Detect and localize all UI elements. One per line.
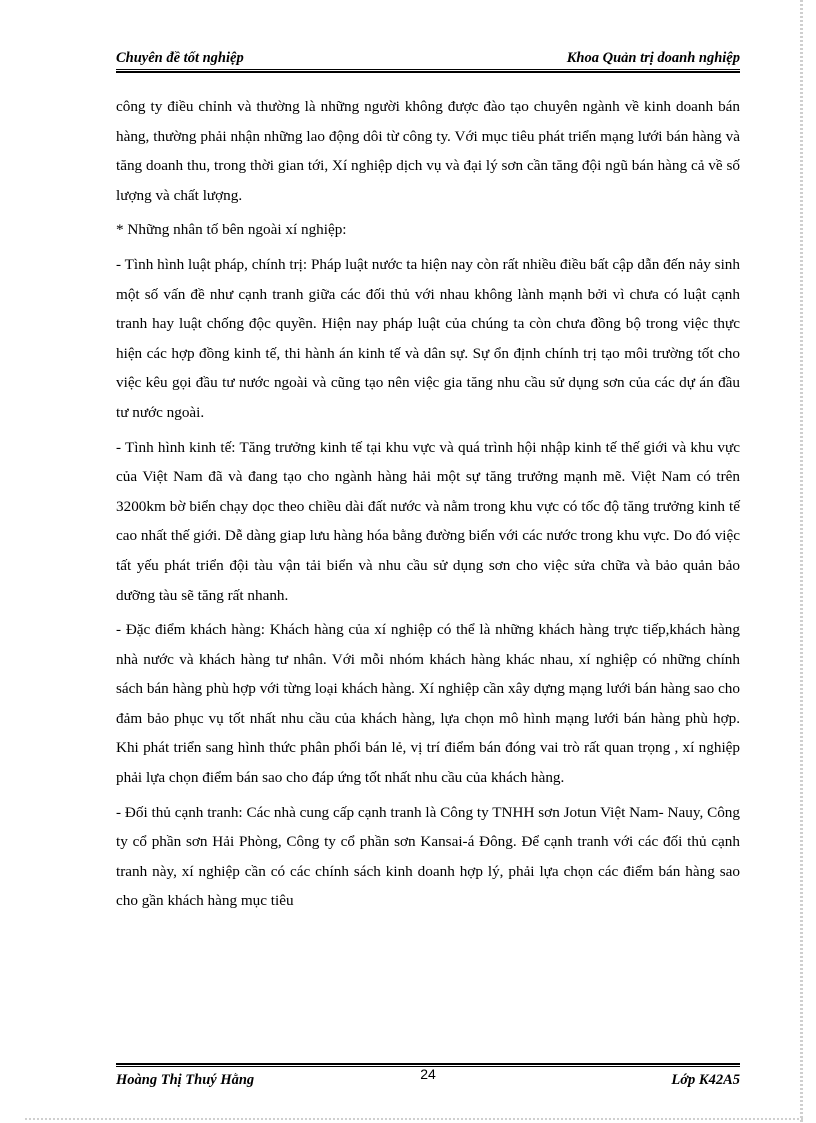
page-number: 24 <box>420 1066 436 1082</box>
footer-class: Lớp K42A5 <box>671 1072 740 1088</box>
header-title-right: Khoa Quản trị doanh nghiệp <box>566 50 740 66</box>
paragraph-customer-characteristics: - Đặc điểm khách hàng: Khách hàng của xí nghiệp có thể là những khách hàng trực tiếp,khách hàng nhà nước và khách hàng tư nhân. Với mỗi nhóm khách hàng khác nhau, xí nghiệp có những chính sách bán hàng phù hợp với từng loại khách hàng. Xí nghiệp cần xây dựng mạng lưới bán hàng sao cho đảm bảo phục vụ tốt nhất nhu cầu của khách hàng, lựa chọn mô hình mạng lưới bán hàng phù hợp. Khi phát triển sang hình thức phân phối bán lẻ, vị trí điểm bán đóng vai trò rất quan trọng , xí nghiệp phải lựa chọn điểm bán sao cho đáp ứng tốt nhất nhu cầu của khách hàng. <box>116 621 740 787</box>
paragraph-competitors: - Đối thủ cạnh tranh: Các nhà cung cấp cạnh tranh là Công ty TNHH sơn Jotun Việt Nam- Nauy, Công ty cổ phần sơn Hải Phòng, Công ty cổ phần sơn Kansai-á Đông. Để cạnh tranh với các đối thủ cạnh tranh này, xí nghiệp cần có các chính sách kinh doanh hợp lý, phải lựa chọn các điểm bán hàng sao cho gần khách hàng mục tiêu <box>116 803 740 910</box>
paragraph-staff-continuation: công ty điều chỉnh và thường là những người không được đào tạo chuyên ngành về kinh doanh bán hàng, thường phải nhận những lao động dôi từ công ty. Với mục tiêu phát triển mạng lưới bán hàng và tăng doanh thu, trong thời gian tới, Xí nghiệp dịch vụ và đại lý sơn cần tăng đội ngũ bán hàng cả về số lượng và chất lượng. <box>116 98 740 204</box>
page-shadow-bottom <box>25 1118 803 1120</box>
page-footer <box>116 1066 740 1090</box>
paragraph-legal-political: - Tình hình luật pháp, chính trị: Pháp luật nước ta hiện nay còn rất nhiều điều bất cập dẫn đến nảy sinh một số vấn đề như cạnh tranh giữa các đối thủ với nhau không lành mạnh bởi vì chưa có luật cạnh tranh hay luật chống độc quyền. Hiện nay pháp luật của chúng ta còn chưa đồng bộ trong việc thực hiện các hợp đồng kinh tế, thi hành án kinh tế và dân sự. Sự ổn định chính trị tạo môi trường tốt cho việc kêu gọi đầu tư nước ngoài và cũng tạo nên việc gia tăng nhu cầu sử dụng sơn của các dự án đầu tư nước ngoài. <box>116 255 740 421</box>
paragraph-external-factors-heading: * Những nhân tố bên ngoài xí nghiệp: <box>116 221 347 239</box>
header-rule <box>116 69 740 73</box>
document-body <box>116 92 740 921</box>
header-title-left: Chuyên đề tốt nghiệp <box>116 50 244 66</box>
page-header <box>116 48 740 68</box>
paragraph-economic-situation: - Tình hình kinh tế: Tăng trưởng kinh tế tại khu vực và quá trình hội nhập kinh tế thế giới và khu vực của Việt Nam đã và đang tạo cho ngành hàng hải một sự tăng trưởng mạnh mẽ. Việt Nam có trên 3200km bờ biển chạy dọc theo chiều dài đất nước và nằm trong khu vực có tốc độ tăng trưởng kinh tế cao nhất thế giới. Dễ dàng giap lưu hàng hóa bằng đường biển với các nước trong khu vực. Do đó việc tất yếu phát triển đội tàu vận tải biển và nhu cầu sử dụng sơn cho việc sửa chữa và bảo quản bảo dưỡng tàu sẽ tăng rất nhanh. <box>116 438 740 604</box>
footer-author: Hoàng Thị Thuý Hằng <box>116 1072 255 1088</box>
page-shadow-right <box>800 0 803 1123</box>
